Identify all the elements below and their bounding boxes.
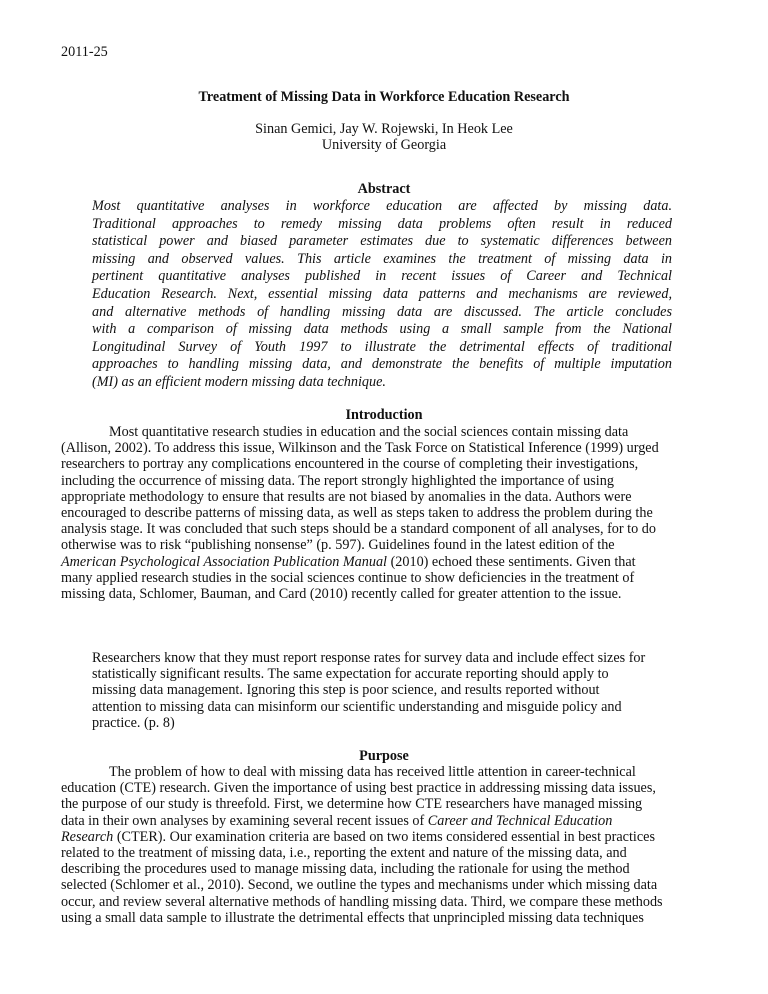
abstract-line: Education Research. Next, essential missing data patterns and mechanisms are reviewed, xyxy=(92,286,672,302)
abstract-line: Most quantitative analyses in workforce education are affected by missing data. xyxy=(92,198,672,214)
abstract-line: missing and observed values. This article examines the treatment of missing data in xyxy=(92,250,672,267)
journal-title: Research xyxy=(61,828,114,845)
quote-line: missing data management. Ignoring this step is poor science, and results reported without xyxy=(92,682,600,699)
abstract-line: approaches to handling missing data, and demonstrate the benefits of multiple imputation xyxy=(92,356,672,373)
paragraph-line: the purpose of our study is threefold. First, we determine how CTE researchers have managed missing xyxy=(61,796,643,813)
quote-line: attention to missing data can misinform our scientific understanding and misguide policy and xyxy=(92,698,622,715)
abstract-line: and alternative methods of handling missing data are discussed. The article concludes xyxy=(92,303,672,320)
paragraph-line xyxy=(61,829,655,846)
abstract-line: with a comparison of missing data methods using a small sample from the National xyxy=(92,321,672,338)
quote-line: practice. (p. 8) xyxy=(92,714,175,731)
paragraph-line: The problem of how to deal with missing data has received little attention in career-technical xyxy=(109,764,636,780)
quote-line: statistically significant results. The same expectation for accurate reporting should apply to xyxy=(92,666,609,683)
document-number: 2011-25 xyxy=(61,44,108,60)
paragraph-line: encouraged to describe patterns of missing data, as well as steps taken to address the problem during the xyxy=(61,505,653,521)
abstract-line: pertinent quantitative analyses published in recent issues of Career and Technical xyxy=(92,268,672,285)
abstract-line: (MI) as an efficient modern missing data technique. xyxy=(92,374,386,390)
paragraph-line: including the occurrence of missing data. The report strongly highlighted the importance of using xyxy=(61,472,614,489)
line-text: (CTER). Our examination criteria are based on two items considered essential in best practices xyxy=(113,828,655,845)
affiliation: University of Georgia xyxy=(321,137,447,153)
paragraph-line xyxy=(61,554,636,571)
authors: Sinan Gemici, Jay W. Rojewski, In Heok Lee xyxy=(255,121,513,137)
paragraph-line: using a small data sample to illustrate the detrimental effects that unprincipled missing data techniques xyxy=(61,909,644,926)
paragraph-line: appropriate methodology to ensure that results are not biased by anomalies in the data. Authors were xyxy=(61,488,632,505)
abstract-line: Traditional approaches to remedy missing data problems often result in reduced xyxy=(92,215,672,232)
quote-line: Researchers know that they must report response rates for survey data and include effect sizes for xyxy=(92,650,646,666)
abstract-heading: Abstract xyxy=(357,181,411,197)
paragraph-line: researchers to portray any complications encountered in the course of completing their investigations, xyxy=(61,456,639,473)
introduction-heading: Introduction xyxy=(345,407,423,423)
paragraph-line: analysis stage. It was concluded that such steps should be a standard component of all analyses, for to do xyxy=(61,521,656,538)
paragraph-line: education (CTE) research. Given the importance of using best practice in addressing missing data issues, xyxy=(61,780,656,797)
abstract-line: Longitudinal Survey of Youth 1997 to illustrate the detrimental effects of traditional xyxy=(92,338,672,355)
paragraph-line xyxy=(61,813,612,830)
paper-title: Treatment of Missing Data in Workforce Education Research xyxy=(198,89,570,105)
paragraph-line: related to the treatment of missing data, i.e., reporting the extent and nature of the missing data, and xyxy=(61,845,627,861)
line-text: (2010) echoed these sentiments. Given that xyxy=(387,553,636,570)
paragraph-line: many applied research studies in the social sciences continue to show deficiencies in the treatment of xyxy=(61,569,635,586)
paragraph-line: selected (Schlomer et al., 2010). Second, we outline the types and mechanisms under which missing data xyxy=(61,877,658,894)
paragraph-line: otherwise was to risk “publishing nonsense” (p. 597). Guidelines found in the latest edition of the xyxy=(61,537,615,554)
paragraph-line: describing the procedures used to manage missing data, including the rationale for using the method xyxy=(61,861,630,878)
paragraph-line: missing data, Schlomer, Bauman, and Card (2010) recently called for greater attention to the issue. xyxy=(61,586,622,602)
paragraph-line: (Allison, 2002). To address this issue, Wilkinson and the Task Force on Statistical Inference (1999) urged xyxy=(61,440,659,457)
paragraph-line: Most quantitative research studies in education and the social sciences contain missing data xyxy=(109,424,629,440)
line-text: data in their own analyses by examining several recent issues of xyxy=(61,812,428,829)
manual-title: American Psychological Association Publication Manual xyxy=(61,553,388,570)
paragraph-line: occur, and review several alternative methods of handling missing data. Third, we compare these methods xyxy=(61,893,663,910)
journal-title: Career and Technical Education xyxy=(427,812,613,829)
abstract-line: statistical power and biased parameter estimates due to systematic differences between xyxy=(92,233,672,250)
purpose-heading: Purpose xyxy=(359,748,409,764)
